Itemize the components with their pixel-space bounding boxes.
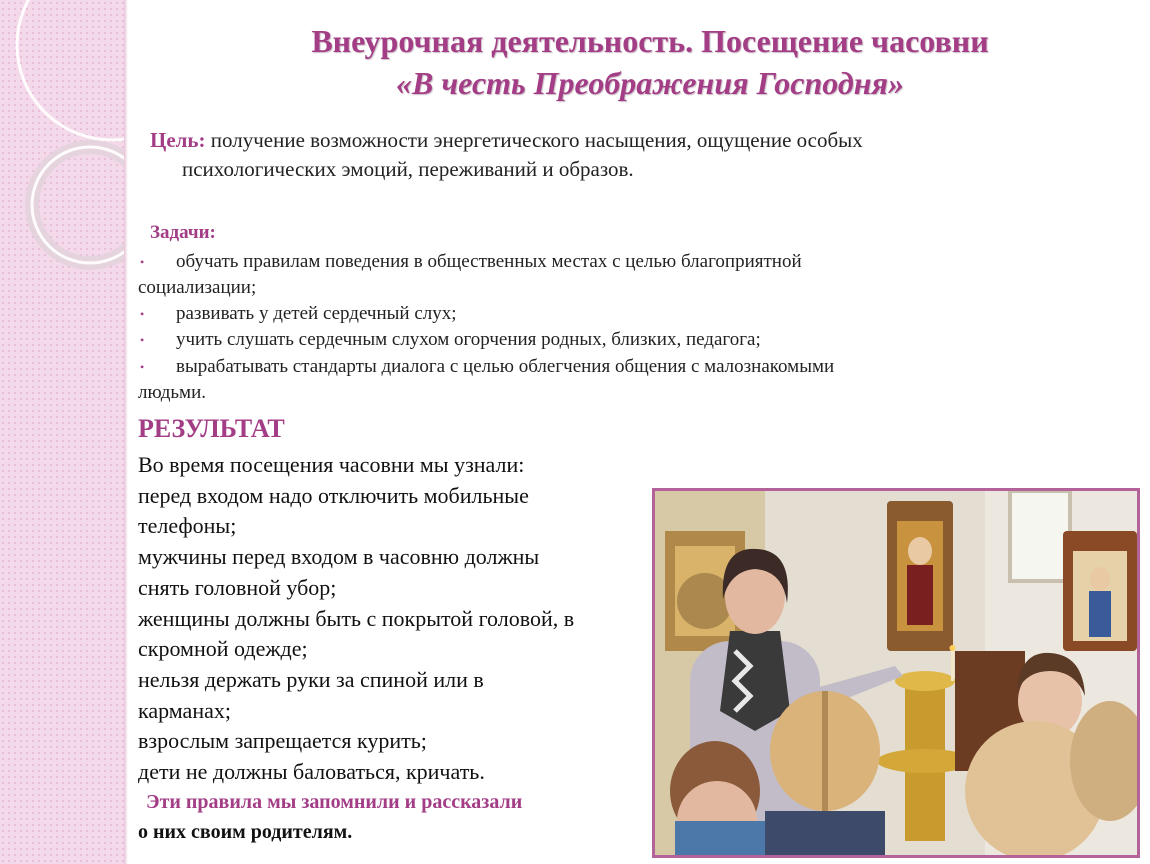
closing-line-1: Эти правила мы запомнили и рассказали xyxy=(146,791,523,813)
side-band-edge xyxy=(124,0,128,864)
list-item xyxy=(138,354,1018,380)
result-line: нельзя держать руки за спиной или в xyxy=(138,666,484,692)
result-line: перед входом надо отключить мобильные xyxy=(138,482,529,508)
bullet-icon: • xyxy=(140,306,145,321)
list-item xyxy=(138,249,1018,275)
tasks-list xyxy=(138,249,1018,406)
chapel-visit-photo xyxy=(652,488,1140,858)
closing-line-2: о них своим родителям. xyxy=(138,821,353,843)
tasks-heading: Задачи: xyxy=(150,222,216,243)
task-text: учить слушать сердечным слухом огорчения родных, близких, педагога; xyxy=(176,329,761,351)
goal-text-line-2: психологических эмоций, переживаний и образов. xyxy=(182,157,634,181)
result-line: снять головной убор; xyxy=(138,574,337,600)
task-text: вырабатывать стандарты диалога с целью облегчения общения с малознакомыми xyxy=(176,355,835,377)
title-line-2: «В честь Преображения Господня» xyxy=(396,65,904,101)
task-text: развивать у детей сердечный слух; xyxy=(176,302,457,324)
result-line: взрослым запрещается курить; xyxy=(138,728,427,754)
bullet-icon: • xyxy=(140,333,145,348)
result-line: телефоны; xyxy=(138,513,237,539)
goal-block xyxy=(150,126,1050,184)
result-text xyxy=(138,450,648,788)
result-line: карманах; xyxy=(138,697,231,723)
goal-label: Цель: xyxy=(150,128,206,152)
bullet-icon: • xyxy=(140,254,145,269)
result-line: женщины должны быть с покрытой головой, в xyxy=(138,605,575,631)
result-heading: РЕЗУЛЬТАТ xyxy=(138,414,285,443)
list-item-continuation: людьми. xyxy=(138,382,206,404)
goal-text-line-1: получение возможности энергетического насыщения, ощущение особых xyxy=(205,128,863,152)
decorative-circles xyxy=(0,0,128,864)
result-line: мужчины перед входом в часовню должны xyxy=(138,544,540,570)
list-item-continuation: социализации; xyxy=(138,277,257,299)
result-line: скромной одежде; xyxy=(138,636,308,662)
decorative-side-band xyxy=(0,0,128,864)
list-item xyxy=(138,301,1018,327)
list-item xyxy=(138,327,1018,353)
task-text: обучать правилам поведения в общественных местах с целью благоприятной xyxy=(176,251,802,272)
bullet-icon: • xyxy=(140,359,145,374)
slide-title xyxy=(150,20,1150,104)
result-line: дети не должны баловаться, кричать. xyxy=(138,759,485,785)
title-line-1: Внеурочная деятельность. Посещение часовни xyxy=(311,23,989,59)
closing-statement xyxy=(138,787,648,847)
result-line: Во время посещения часовни мы узнали: xyxy=(138,452,525,477)
photo-illustration xyxy=(655,491,1137,855)
